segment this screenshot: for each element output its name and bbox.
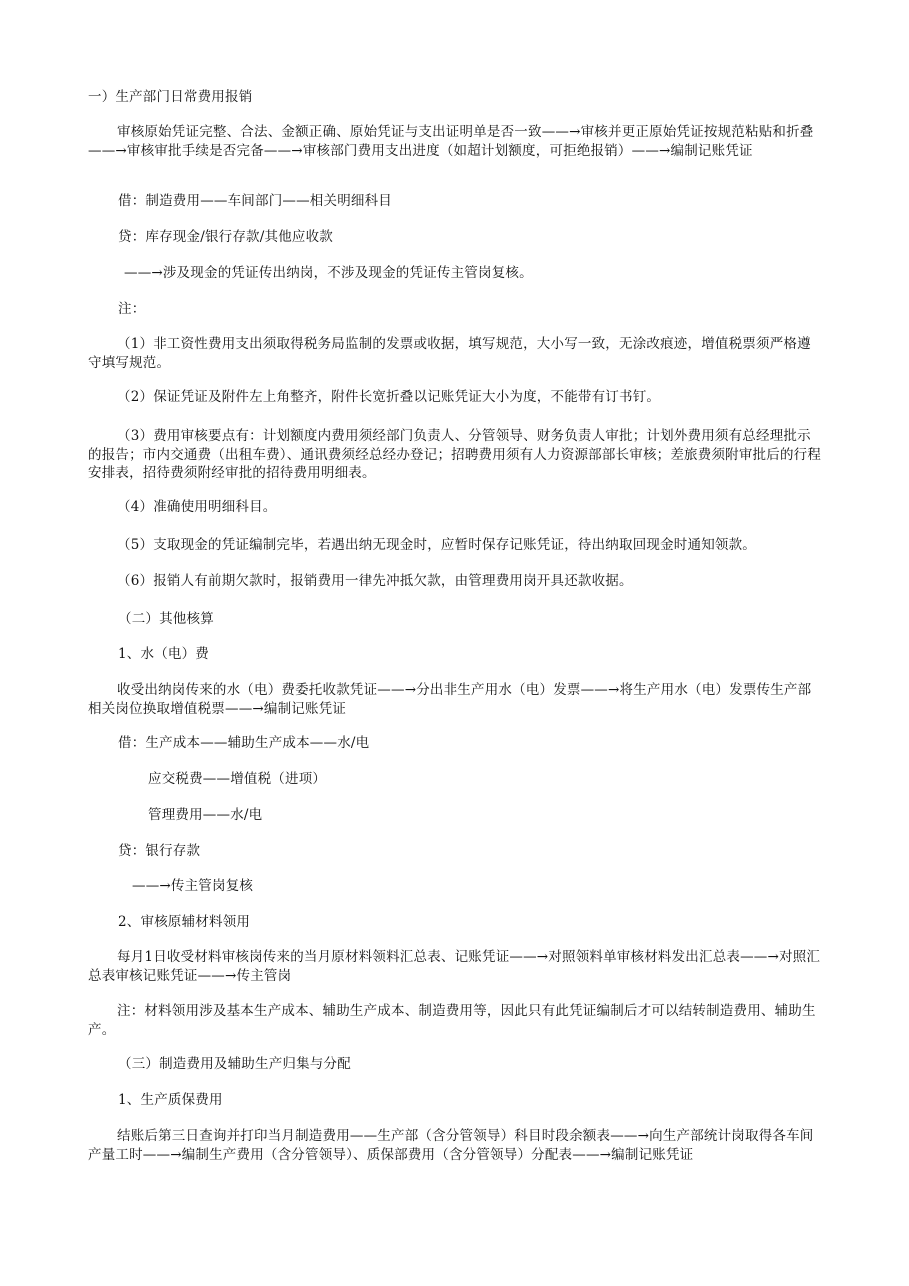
- debit-entry-production-cost: 借：生产成本——辅助生产成本——水/电: [118, 735, 370, 751]
- note-item-3: （3）费用审核要点有：计划额度内费用须经部门负责人、分管领导、财务负责人审批；计划外费用须有总经理批示的报告；市内交通费（出租车费）、通讯费须经总经办登记；招聘费用须有人力资源部部长审核；差旅费须附审批后的行程安排表，招待费须附经审批的招待费用明细表。: [88, 428, 822, 481]
- paragraph-material-review-procedure: 每月1日收受材料审核岗传来的当月原材料领料汇总表、记账凭证——→对照领料单审核材料发出汇总表——→对照汇总表审核记账凭证——→传主管岗: [88, 949, 821, 984]
- note-item-1: （1）非工资性费用支出须取得税务局监制的发票或收据，填写规范，大小写一致，无涂改痕迹，增值税票须严格遵守填写规范。: [88, 336, 811, 371]
- credit-entry: 贷：库存现金/银行存款/其他应收款: [118, 229, 333, 245]
- note-item-2: （2）保证凭证及附件左上角整齐，附件长宽折叠以记账凭证大小为度，不能带有订书钉。: [117, 389, 661, 405]
- section-heading-production-expense: 一）生产部门日常费用报销: [88, 89, 253, 105]
- note-item-6: （6）报销人有前期欠款时，报销费用一律先冲抵欠款，由管理费用岗开具还款收据。: [117, 573, 633, 589]
- paragraph-quality-expense-procedure: 结账后第三日查询并打印当月制造费用——生产部（含分管领导）科目时段余额表——→向生产部统计岗取得各车间产量工时——→编制生产费用（含分管领导）、质保部费用（含分管领导）分配表——→编制记账凭证: [88, 1128, 814, 1163]
- section-heading-overhead-allocation: （三）制造费用及辅助生产归集与分配: [118, 1056, 351, 1072]
- voucher-transfer-note: ——→涉及现金的凭证传出纳岗，不涉及现金的凭证传主管岗复核。: [124, 265, 533, 281]
- subheading-material-review: 2、审核原辅材料领用: [118, 914, 251, 930]
- subheading-quality-expense: 1、生产质保费用: [118, 1092, 223, 1108]
- debit-entry-tax-payable: 应交税费——增值税（进项）: [148, 771, 327, 787]
- note-item-4: （4）准确使用明细科目。: [117, 499, 277, 515]
- paragraph-water-electricity-procedure: 收受出纳岗传来的水（电）费委托收款凭证——→分出非生产用水（电）发票——→将生产用水（电）发票传生产部相关岗位换取增值税票——→编制记账凭证: [88, 682, 812, 717]
- subheading-water-electricity: 1、水（电）费: [118, 646, 209, 662]
- paragraph-review-procedure: 审核原始凭证完整、合法、金额正确、原始凭证与支出证明单是否一致——→审核并更正原始凭证按规范粘贴和折叠——→审核审批手续是否完备——→审核部门费用支出进度（如超计划额度，可拒绝报销）——→编制记账凭证: [88, 124, 814, 159]
- note-label: 注：: [118, 301, 146, 317]
- credit-entry-bank-deposit: 贷：银行存款: [118, 843, 201, 859]
- note-item-5: （5）支取现金的凭证编制完毕，若遇出纳无现金时，应暂时保存记账凭证，待出纳取回现金时通知领款。: [117, 537, 756, 553]
- section-heading-other-accounting: （二）其他核算: [118, 611, 214, 627]
- paragraph-material-note: 注：材料领用涉及基本生产成本、辅助生产成本、制造费用等，因此只有此凭证编制后才可以结转制造费用、辅助生产。: [88, 1003, 816, 1038]
- debit-entry-admin-expense: 管理费用——水/电: [148, 807, 263, 823]
- transfer-to-supervisor: ——→传主管岗复核: [132, 878, 254, 894]
- debit-entry: 借：制造费用——车间部门——相关明细科目: [118, 193, 392, 209]
